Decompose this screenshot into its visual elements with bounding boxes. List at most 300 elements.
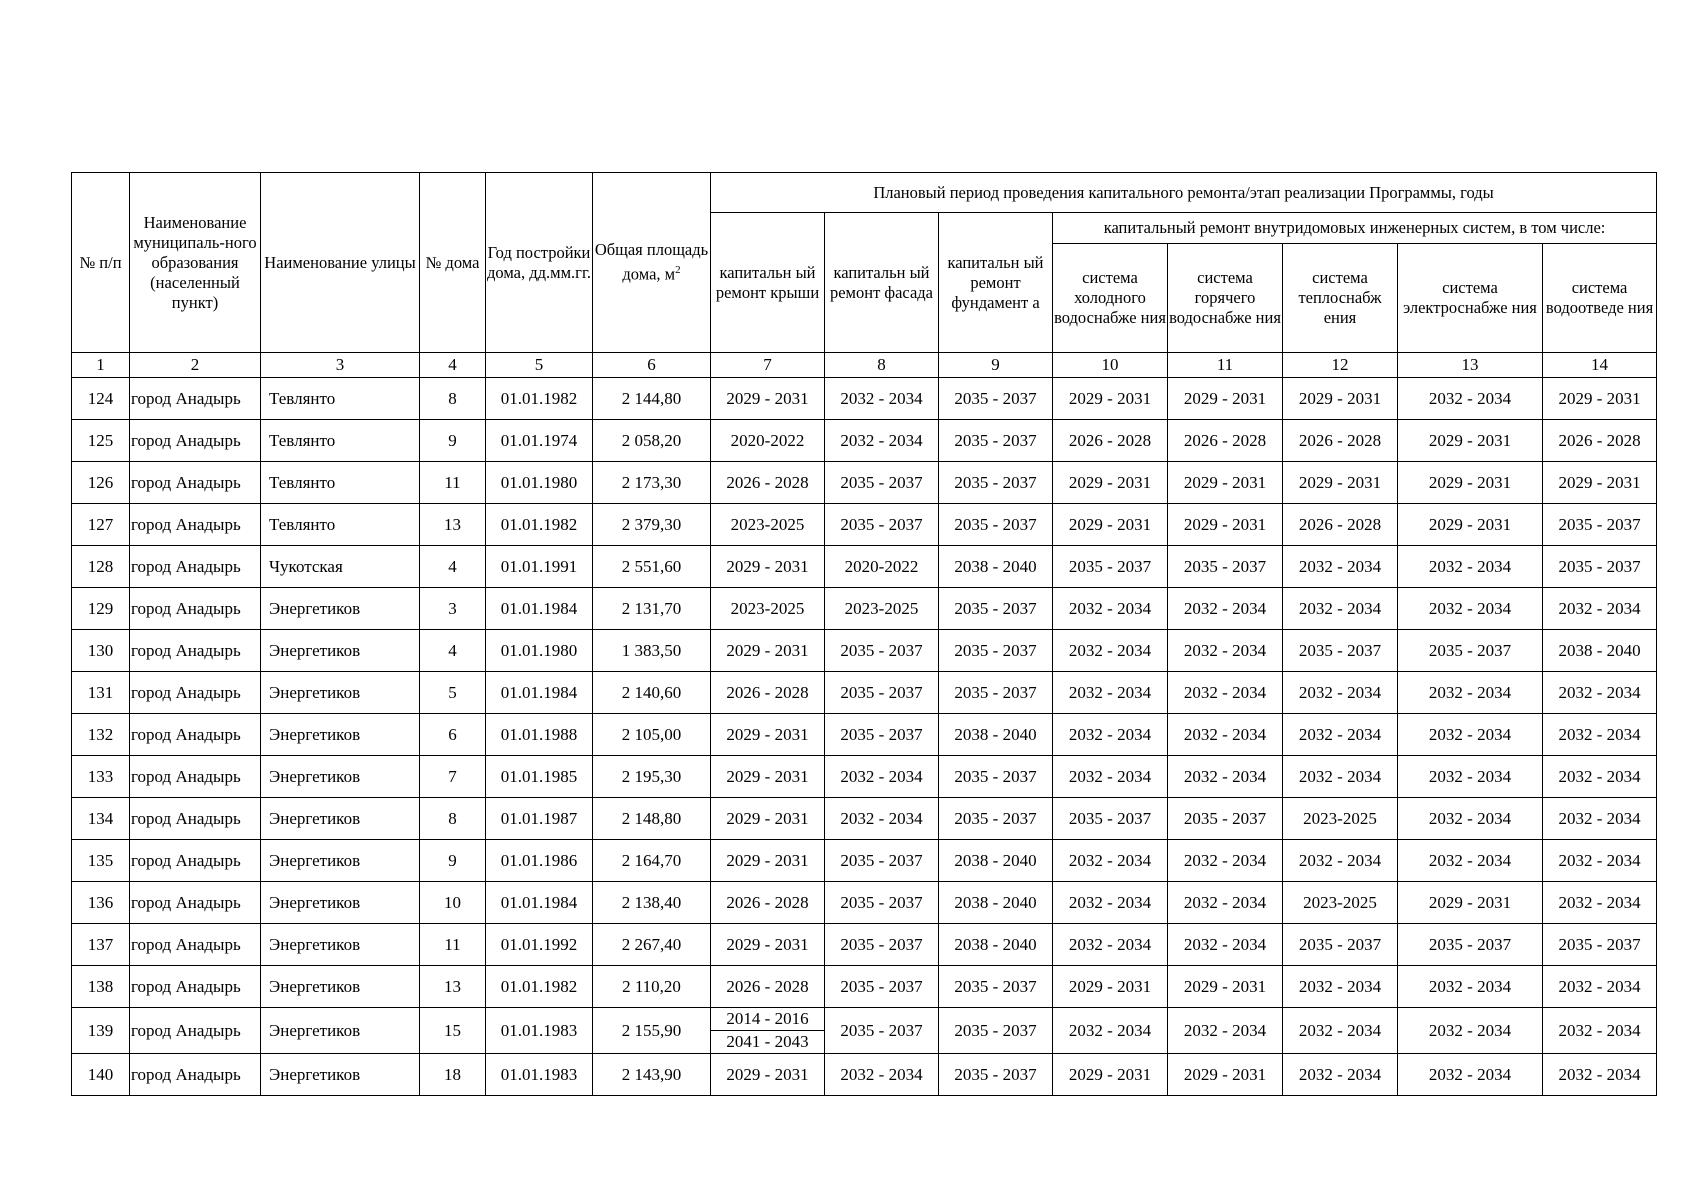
cell-cold-water: 2032 - 2034 [1053,1008,1168,1054]
cell-foundation-repair: 2035 - 2037 [939,630,1053,672]
roof-period: 2029 - 2031 [726,766,809,786]
header-build-year: Год постройки дома, дд.мм.гг. [486,173,593,353]
column-number: 5 [486,353,593,378]
cell-hot-water: 2032 - 2034 [1168,924,1283,966]
cell-electric-supply: 2032 - 2034 [1398,798,1543,840]
cell-sewer: 2032 - 2034 [1543,1008,1657,1054]
cell-sewer: 2032 - 2034 [1543,756,1657,798]
cell-hot-water: 2029 - 2031 [1168,378,1283,420]
cell-roof-repair [711,630,825,672]
cell-heat-supply: 2032 - 2034 [1283,966,1398,1008]
header-house: № дома [420,173,486,353]
cell-street: Энергетиков [261,1054,420,1096]
cell-heat-supply: 2032 - 2034 [1283,840,1398,882]
cell-electric-supply: 2035 - 2037 [1398,630,1543,672]
cell-row-number: 133 [72,756,130,798]
cell-roof-repair [711,462,825,504]
cell-total-area: 2 195,30 [593,756,711,798]
cell-electric-supply: 2032 - 2034 [1398,546,1543,588]
cell-foundation-repair: 2035 - 2037 [939,420,1053,462]
cell-street: Энергетиков [261,756,420,798]
cell-municipality: город Анадырь [130,378,261,420]
header-hot-water: система горячего водоснабже ния [1168,244,1283,353]
cell-sewer: 2026 - 2028 [1543,420,1657,462]
cell-heat-supply: 2035 - 2037 [1283,924,1398,966]
cell-house-number: 13 [420,504,486,546]
cell-cold-water: 2029 - 2031 [1053,462,1168,504]
cell-build-year: 01.01.1984 [486,882,593,924]
table-row [72,1054,1657,1096]
cell-total-area: 2 140,60 [593,672,711,714]
roof-period: 2014 - 2016 [726,1009,809,1028]
cell-street: Тевлянто [261,462,420,504]
cell-electric-supply: 2032 - 2034 [1398,714,1543,756]
cell-electric-supply: 2029 - 2031 [1398,882,1543,924]
cell-house-number: 15 [420,1008,486,1054]
cell-hot-water: 2029 - 2031 [1168,1054,1283,1096]
roof-period: 2023-2025 [730,598,805,618]
cell-sewer: 2032 - 2034 [1543,672,1657,714]
cell-heat-supply: 2032 - 2034 [1283,672,1398,714]
cell-total-area: 2 379,30 [593,504,711,546]
table-row [72,588,1657,630]
cell-electric-supply: 2032 - 2034 [1398,966,1543,1008]
cell-facade-repair: 2032 - 2034 [825,756,939,798]
cell-facade-repair: 2032 - 2034 [825,1054,939,1096]
cell-row-number: 126 [72,462,130,504]
cell-heat-supply: 2032 - 2034 [1283,1054,1398,1096]
table-row [72,672,1657,714]
cell-total-area: 2 058,20 [593,420,711,462]
roof-period: 2029 - 2031 [726,808,809,828]
cell-facade-repair: 2035 - 2037 [825,1008,939,1054]
cell-row-number: 139 [72,1008,130,1054]
cell-cold-water: 2029 - 2031 [1053,378,1168,420]
cell-row-number: 136 [72,882,130,924]
header-facade: капитальн ый ремонт фасада [825,213,939,353]
column-number: 13 [1398,353,1543,378]
cell-facade-repair: 2035 - 2037 [825,630,939,672]
cell-electric-supply: 2032 - 2034 [1398,840,1543,882]
cell-facade-repair: 2035 - 2037 [825,924,939,966]
cell-sewer: 2032 - 2034 [1543,882,1657,924]
cell-house-number: 13 [420,966,486,1008]
cell-sewer: 2032 - 2034 [1543,840,1657,882]
column-number: 4 [420,353,486,378]
cell-roof-repair [711,756,825,798]
cell-street: Энергетиков [261,840,420,882]
cell-municipality: город Анадырь [130,462,261,504]
cell-build-year: 01.01.1984 [486,588,593,630]
cell-roof-repair [711,798,825,840]
cell-total-area: 2 144,80 [593,378,711,420]
cell-sewer: 2035 - 2037 [1543,546,1657,588]
cell-street: Энергетиков [261,588,420,630]
cell-build-year: 01.01.1988 [486,714,593,756]
cell-facade-repair: 2035 - 2037 [825,462,939,504]
cell-street: Энергетиков [261,798,420,840]
cell-foundation-repair: 2035 - 2037 [939,672,1053,714]
cell-hot-water: 2032 - 2034 [1168,588,1283,630]
column-number: 3 [261,353,420,378]
cell-facade-repair: 2035 - 2037 [825,966,939,1008]
cell-build-year: 01.01.1974 [486,420,593,462]
cell-sewer: 2032 - 2034 [1543,1054,1657,1096]
cell-heat-supply: 2032 - 2034 [1283,714,1398,756]
cell-total-area: 2 267,40 [593,924,711,966]
cell-foundation-repair: 2035 - 2037 [939,588,1053,630]
roof-period: 2026 - 2028 [726,472,809,492]
cell-sewer: 2038 - 2040 [1543,630,1657,672]
cell-house-number: 18 [420,1054,486,1096]
cell-heat-supply: 2023-2025 [1283,798,1398,840]
cell-total-area: 2 138,40 [593,882,711,924]
cell-street: Энергетиков [261,882,420,924]
cell-house-number: 7 [420,756,486,798]
cell-row-number: 131 [72,672,130,714]
cell-electric-supply: 2035 - 2037 [1398,924,1543,966]
cell-cold-water: 2032 - 2034 [1053,714,1168,756]
header-street: Наименование улицы [261,173,420,353]
cell-electric-supply: 2029 - 2031 [1398,462,1543,504]
table-row [72,924,1657,966]
table-row [72,966,1657,1008]
cell-foundation-repair: 2035 - 2037 [939,1008,1053,1054]
header-electric: система электроснабже ния [1398,244,1543,353]
cell-house-number: 9 [420,840,486,882]
cell-heat-supply: 2026 - 2028 [1283,504,1398,546]
cell-cold-water: 2029 - 2031 [1053,1054,1168,1096]
cell-row-number: 125 [72,420,130,462]
cell-hot-water: 2032 - 2034 [1168,672,1283,714]
cell-municipality: город Анадырь [130,840,261,882]
cell-foundation-repair: 2035 - 2037 [939,756,1053,798]
table-row [72,420,1657,462]
cell-heat-supply: 2032 - 2034 [1283,1008,1398,1054]
cell-hot-water: 2029 - 2031 [1168,966,1283,1008]
header-sewer: система водоотведе ния [1543,244,1657,353]
cell-foundation-repair: 2035 - 2037 [939,378,1053,420]
cell-build-year: 01.01.1982 [486,966,593,1008]
cell-sewer: 2032 - 2034 [1543,588,1657,630]
cell-electric-supply: 2032 - 2034 [1398,378,1543,420]
cell-row-number: 134 [72,798,130,840]
cell-foundation-repair: 2038 - 2040 [939,840,1053,882]
cell-total-area: 2 131,70 [593,588,711,630]
cell-hot-water: 2032 - 2034 [1168,630,1283,672]
cell-electric-supply: 2032 - 2034 [1398,756,1543,798]
cell-municipality: город Анадырь [130,672,261,714]
cell-cold-water: 2029 - 2031 [1053,966,1168,1008]
cell-sewer: 2035 - 2037 [1543,924,1657,966]
cell-row-number: 135 [72,840,130,882]
cell-cold-water: 2029 - 2031 [1053,504,1168,546]
cell-cold-water: 2032 - 2034 [1053,882,1168,924]
cell-municipality: город Анадырь [130,546,261,588]
cell-foundation-repair: 2035 - 2037 [939,462,1053,504]
cell-foundation-repair: 2035 - 2037 [939,798,1053,840]
column-number: 9 [939,353,1053,378]
cell-roof-repair [711,1008,825,1054]
cell-hot-water: 2029 - 2031 [1168,462,1283,504]
cell-house-number: 4 [420,630,486,672]
cell-hot-water: 2032 - 2034 [1168,714,1283,756]
cell-municipality: город Анадырь [130,714,261,756]
cell-sewer: 2029 - 2031 [1543,378,1657,420]
cell-foundation-repair: 2038 - 2040 [939,714,1053,756]
capital-repair-table [71,172,1657,1096]
roof-period: 2029 - 2031 [726,850,809,870]
cell-build-year: 01.01.1992 [486,924,593,966]
header-plan-period: Плановый период проведения капитального ремонта/этап реализации Программы, годы [711,173,1657,213]
header-foundation: капитальн ый ремонт фундамент а [939,213,1053,353]
cell-street: Энергетиков [261,630,420,672]
cell-row-number: 129 [72,588,130,630]
cell-municipality: город Анадырь [130,588,261,630]
header-municipality: Наименование муниципаль-ного образования (населенный пункт) [130,173,261,353]
cell-build-year: 01.01.1983 [486,1054,593,1096]
header-roof: капитальн ый ремонт крыши [711,213,825,353]
header-cold-water: система холодного водоснабже ния [1053,244,1168,353]
cell-foundation-repair: 2035 - 2037 [939,966,1053,1008]
table-row [72,630,1657,672]
cell-build-year: 01.01.1982 [486,504,593,546]
cell-street: Энергетиков [261,672,420,714]
cell-total-area: 2 173,30 [593,462,711,504]
cell-heat-supply: 2029 - 2031 [1283,462,1398,504]
cell-cold-water: 2032 - 2034 [1053,630,1168,672]
cell-row-number: 140 [72,1054,130,1096]
cell-heat-supply: 2029 - 2031 [1283,378,1398,420]
column-numbers-row [72,353,1657,378]
cell-build-year: 01.01.1985 [486,756,593,798]
cell-build-year: 01.01.1986 [486,840,593,882]
cell-heat-supply: 2032 - 2034 [1283,756,1398,798]
cell-municipality: город Анадырь [130,630,261,672]
cell-row-number: 138 [72,966,130,1008]
cell-electric-supply: 2032 - 2034 [1398,1054,1543,1096]
cell-build-year: 01.01.1984 [486,672,593,714]
cell-street: Тевлянто [261,378,420,420]
cell-cold-water: 2032 - 2034 [1053,672,1168,714]
cell-roof-repair [711,588,825,630]
cell-electric-supply: 2029 - 2031 [1398,420,1543,462]
roof-period: 2026 - 2028 [726,682,809,702]
cell-sewer: 2029 - 2031 [1543,462,1657,504]
cell-sewer: 2035 - 2037 [1543,504,1657,546]
cell-foundation-repair: 2038 - 2040 [939,882,1053,924]
cell-municipality: город Анадырь [130,924,261,966]
cell-hot-water: 2032 - 2034 [1168,756,1283,798]
cell-total-area: 2 143,90 [593,1054,711,1096]
cell-house-number: 3 [420,588,486,630]
cell-heat-supply: 2032 - 2034 [1283,588,1398,630]
cell-house-number: 8 [420,798,486,840]
cell-facade-repair: 2035 - 2037 [825,714,939,756]
cell-street: Энергетиков [261,924,420,966]
cell-foundation-repair: 2038 - 2040 [939,546,1053,588]
cell-total-area: 2 164,70 [593,840,711,882]
cell-hot-water: 2026 - 2028 [1168,420,1283,462]
table-row [72,1008,1657,1054]
cell-roof-repair [711,378,825,420]
cell-street: Тевлянто [261,420,420,462]
cell-heat-supply: 2023-2025 [1283,882,1398,924]
cell-facade-repair: 2032 - 2034 [825,798,939,840]
cell-electric-supply: 2032 - 2034 [1398,672,1543,714]
roof-period: 2029 - 2031 [726,934,809,954]
table-header [72,173,1657,378]
cell-municipality: город Анадырь [130,1054,261,1096]
cell-build-year: 01.01.1980 [486,630,593,672]
roof-period: 2029 - 2031 [726,640,809,660]
roof-period: 2023-2025 [730,514,805,534]
roof-period: 2029 - 2031 [726,388,809,408]
header-num: № п/п [72,173,130,353]
cell-facade-repair: 2035 - 2037 [825,840,939,882]
cell-build-year: 01.01.1987 [486,798,593,840]
cell-facade-repair: 2020-2022 [825,546,939,588]
cell-municipality: город Анадырь [130,420,261,462]
cell-street: Чукотская [261,546,420,588]
cell-street: Тевлянто [261,504,420,546]
cell-roof-repair [711,420,825,462]
column-number: 10 [1053,353,1168,378]
cell-roof-repair [711,714,825,756]
cell-total-area: 2 110,20 [593,966,711,1008]
cell-electric-supply: 2032 - 2034 [1398,588,1543,630]
cell-row-number: 124 [72,378,130,420]
cell-row-number: 127 [72,504,130,546]
cell-facade-repair: 2035 - 2037 [825,672,939,714]
cell-build-year: 01.01.1983 [486,1008,593,1054]
cell-total-area: 2 148,80 [593,798,711,840]
cell-house-number: 8 [420,378,486,420]
cell-total-area: 2 155,90 [593,1008,711,1054]
cell-municipality: город Анадырь [130,504,261,546]
cell-row-number: 130 [72,630,130,672]
cell-sewer: 2032 - 2034 [1543,714,1657,756]
table-body [72,378,1657,1096]
table-row [72,756,1657,798]
cell-cold-water: 2035 - 2037 [1053,546,1168,588]
cell-heat-supply: 2035 - 2037 [1283,630,1398,672]
cell-street: Энергетиков [261,714,420,756]
cell-electric-supply: 2029 - 2031 [1398,504,1543,546]
cell-build-year: 01.01.1982 [486,378,593,420]
cell-facade-repair: 2035 - 2037 [825,882,939,924]
table-row [72,798,1657,840]
cell-roof-repair [711,1054,825,1096]
column-number: 14 [1543,353,1657,378]
cell-cold-water: 2032 - 2034 [1053,756,1168,798]
roof-period: 2026 - 2028 [726,892,809,912]
cell-total-area: 1 383,50 [593,630,711,672]
cell-cold-water: 2032 - 2034 [1053,840,1168,882]
cell-build-year: 01.01.1980 [486,462,593,504]
cell-row-number: 132 [72,714,130,756]
roof-period: 2020-2022 [730,430,805,450]
cell-facade-repair: 2035 - 2037 [825,504,939,546]
cell-municipality: город Анадырь [130,1008,261,1054]
cell-row-number: 128 [72,546,130,588]
column-number: 7 [711,353,825,378]
cell-heat-supply: 2032 - 2034 [1283,546,1398,588]
cell-hot-water: 2035 - 2037 [1168,798,1283,840]
cell-house-number: 11 [420,924,486,966]
column-number: 6 [593,353,711,378]
cell-electric-supply: 2032 - 2034 [1398,1008,1543,1054]
cell-roof-repair [711,924,825,966]
column-number: 11 [1168,353,1283,378]
cell-municipality: город Анадырь [130,966,261,1008]
column-number: 2 [130,353,261,378]
cell-house-number: 6 [420,714,486,756]
cell-roof-repair [711,840,825,882]
table-row [72,714,1657,756]
column-number: 12 [1283,353,1398,378]
table-row [72,462,1657,504]
cell-roof-repair [711,966,825,1008]
cell-house-number: 10 [420,882,486,924]
header-heat: система теплоснабж ения [1283,244,1398,353]
cell-cold-water: 2026 - 2028 [1053,420,1168,462]
cell-street: Энергетиков [261,966,420,1008]
cell-cold-water: 2032 - 2034 [1053,588,1168,630]
cell-house-number: 9 [420,420,486,462]
roof-period: 2029 - 2031 [726,1064,809,1084]
cell-municipality: город Анадырь [130,756,261,798]
cell-foundation-repair: 2035 - 2037 [939,1054,1053,1096]
cell-total-area: 2 551,60 [593,546,711,588]
cell-municipality: город Анадырь [130,798,261,840]
cell-roof-repair [711,504,825,546]
header-systems-group: капитальный ремонт внутридомовых инженерных систем, в том числе: [1053,213,1657,244]
cell-total-area: 2 105,00 [593,714,711,756]
cell-cold-water: 2032 - 2034 [1053,924,1168,966]
cell-sewer: 2032 - 2034 [1543,966,1657,1008]
roof-period: 2029 - 2031 [726,724,809,744]
cell-hot-water: 2032 - 2034 [1168,840,1283,882]
table-row [72,840,1657,882]
cell-build-year: 01.01.1991 [486,546,593,588]
cell-heat-supply: 2026 - 2028 [1283,420,1398,462]
cell-facade-repair: 2023-2025 [825,588,939,630]
cell-hot-water: 2032 - 2034 [1168,1008,1283,1054]
roof-period: 2029 - 2031 [726,556,809,576]
cell-municipality: город Анадырь [130,882,261,924]
cell-roof-repair [711,882,825,924]
roof-period: 2041 - 2043 [711,1030,824,1053]
roof-period: 2026 - 2028 [726,976,809,996]
cell-facade-repair: 2032 - 2034 [825,420,939,462]
cell-roof-repair [711,546,825,588]
cell-street: Энергетиков [261,1008,420,1054]
table-row [72,504,1657,546]
cell-row-number: 137 [72,924,130,966]
cell-foundation-repair: 2038 - 2040 [939,924,1053,966]
header-area: Общая площадь дома, $м^2$ [593,173,711,353]
cell-sewer: 2032 - 2034 [1543,798,1657,840]
cell-roof-repair [711,672,825,714]
cell-house-number: 11 [420,462,486,504]
table-row [72,378,1657,420]
cell-hot-water: 2029 - 2031 [1168,504,1283,546]
cell-foundation-repair: 2035 - 2037 [939,504,1053,546]
cell-cold-water: 2035 - 2037 [1053,798,1168,840]
cell-hot-water: 2035 - 2037 [1168,546,1283,588]
cell-facade-repair: 2032 - 2034 [825,378,939,420]
